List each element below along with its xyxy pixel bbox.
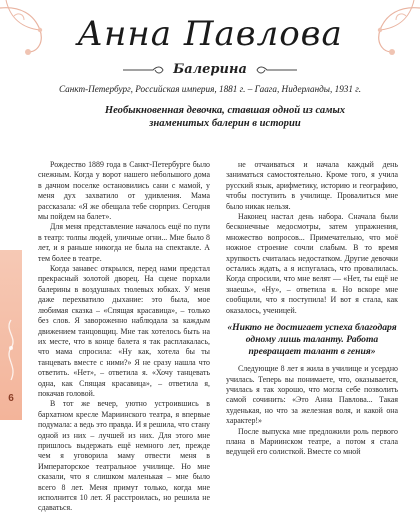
lifespan-line: Санкт-Петербург, Российская империя, 1881 г. – Гаага, Нидерланды, 1931 г. xyxy=(58,84,362,94)
paragraph: В тот же вечер, уютно устроившись в бархатном кресле Мариинского театра, я впервые подумала: а ведь это правда. И я решила, что стану одной из них – лучшей из них. Для этого мне пришлось выдержать ещё немного лет, прежде чем я уговорила маму отвести меня в Императорское театральное училище. Но мне сказали, что я слишком маленькая – мне было всего 8 лет. Меня примут только, когда мне исполнится 10 лет. Я расстроилась, но решила не сдаваться. xyxy=(38,399,210,513)
paragraph: После выпуска мне предложили роль первого плана в Мариинском театре, а потом я стала ведущей его солисткой. Вместе со мной xyxy=(226,426,398,457)
pull-quote: «Никто не достигает успеха благодаря одному лишь таланту. Работа превращает талант в гения» xyxy=(227,322,397,358)
paragraph: Рождество 1889 года в Санкт-Петербурге было снежным. Когда у ворот нашего небольшого дома в дачном поселке остановились сани с мамой, у меня дух захватило от удивления. Мама рассказала: «Я же обещала тебе сюрприз. Сегодня мы пойдем на балет». xyxy=(38,160,210,222)
subtitle: Балерина xyxy=(173,62,247,77)
lead-paragraph: Необыкновенная девочка, ставшая одной из самых знаменитых балерин в истории xyxy=(104,105,346,129)
paragraph: Когда занавес открылся, перед нами предстал прекрасный золотой дворец. На сцене порхали балерины в воздушных тюлевых юбках. У меня даже перехватило дыхание: это была, мое любимая сказка – «Спящая красавица», – только без слов. Я завороженно наблюдала за каждым движением танцовщиц. Мне так хотелось быть на их месте, что в конце балета я так расплакалась, что мама спросила: «Ну как, хотела бы ты танцевать вместе с ними?» Я не сразу нашла что ответить. «Нет», – ответила я. «Хочу танцевать одна, как Спящая красавица», – ответила я, покачав головой. xyxy=(38,264,210,398)
scroll-ornament-icon xyxy=(123,65,165,75)
swirl-ornament-icon xyxy=(2,320,20,380)
paragraph: Наконец настал день набора. Сначала были бесконечные медосмотры, затем упражнения, множество вопросов... Примечательно, что моё ножное строение сочли слабым. В то время хрупкость считалась недостатком. Другие девочки остались ждать, а я испугалась, что провалилась. Когда спросили, что мне велят — «Нет, ты ещё не знаешь», «Ну», – ответила я. Но вскоре мне сообщили, что я поступила! И вот я стала, как оказалось, ученицей. xyxy=(226,212,398,315)
page-title: Анна Павлова xyxy=(77,14,343,54)
scroll-ornament-icon xyxy=(255,65,297,75)
paragraph: не отчаиваться и начала каждый день заниматься самостоятельно. Кроме того, я учила русский язык, арифметику, историю и географию, чтобы поступить в училище. Провалиться мне было никак нельзя. xyxy=(226,160,398,211)
subtitle-row xyxy=(0,62,420,77)
paragraph: Для меня представление началось ещё по пути в театр: толпы людей, уличные огни... Мне было 8 лет, и я раньше никогда не была на спектакле. А тем более в театре. xyxy=(38,222,210,263)
page-number: 6 xyxy=(8,393,14,404)
paragraph: Следующие 8 лет я жила в училище и усердно училась. Теперь вы понимаете, что, оказывается, училась я так хорошо, что могла себе позволить самой сочинить: «Это Анна Павлова... Такая худенькая, но что за железная воля, и какой она характер!» xyxy=(226,364,398,426)
text-column-right xyxy=(226,160,398,457)
text-column-left xyxy=(38,160,210,513)
